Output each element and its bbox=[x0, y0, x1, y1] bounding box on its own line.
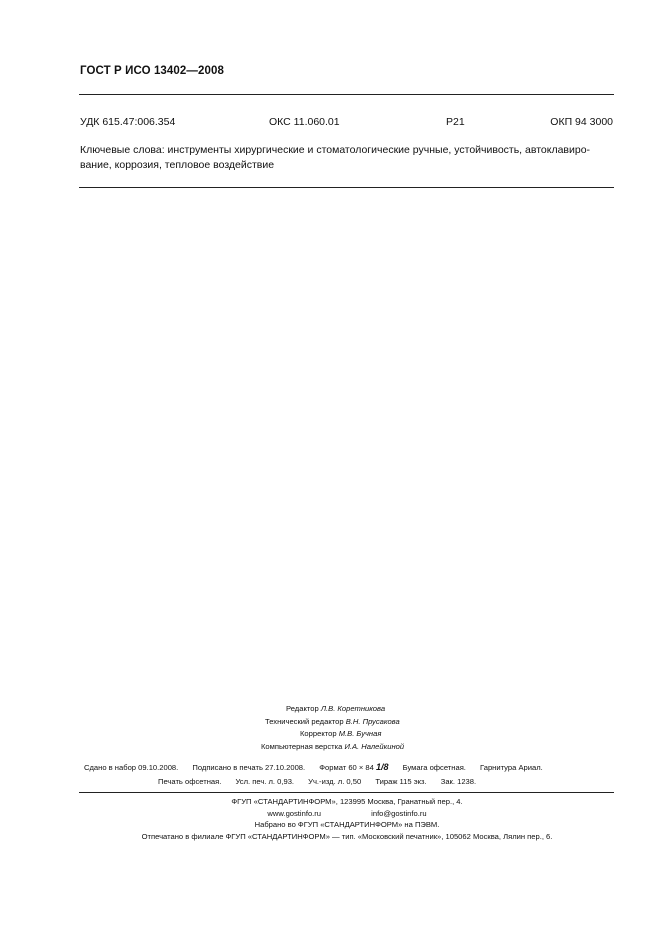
edit-sheets: Уч.-изд. л. 0,50 bbox=[308, 777, 362, 786]
signed-date: Подписано в печать 27.10.2008. bbox=[192, 763, 306, 772]
printing-type: Печать офсетная. bbox=[158, 777, 222, 786]
udk-code: УДК 615.47:006.354 bbox=[80, 116, 176, 128]
group-code: Р21 bbox=[446, 116, 465, 128]
order-number: Зак. 1238. bbox=[440, 777, 477, 786]
typeset-note: Набрано во ФГУП «СТАНДАРТИНФОРМ» на ПЭВМ. bbox=[254, 820, 440, 829]
publisher-contacts bbox=[80, 808, 614, 820]
paper-info: Бумага офсетная. bbox=[402, 763, 466, 772]
corrector-role: Корректор bbox=[300, 729, 337, 738]
top-divider bbox=[79, 94, 614, 95]
tech-editor-name: В.Н. Прусакова bbox=[345, 716, 400, 726]
keywords-block bbox=[80, 143, 614, 173]
print-run: Тираж 115 экз. bbox=[375, 777, 427, 786]
editor-row bbox=[200, 703, 500, 716]
keywords-line-1: Ключевые слова: инструменты хирургические и стоматологические ручные, устойчивость, автоклавиро- bbox=[80, 144, 591, 156]
layout-row bbox=[200, 741, 500, 754]
oks-code: ОКС 11.060.01 bbox=[269, 116, 340, 128]
layout-name: И.А. Налейкиной bbox=[344, 741, 405, 751]
okp-code: ОКП 94 3000 bbox=[550, 116, 613, 128]
format-fraction: 1/8 bbox=[376, 762, 389, 772]
print-info-row-2 bbox=[80, 775, 614, 789]
publisher-address: ФГУП «СТАНДАРТИНФОРМ», 123995 Москва, Гранатный пер., 4. bbox=[231, 797, 463, 806]
format-info bbox=[319, 763, 388, 772]
print-sheets: Усл. печ. л. 0,93. bbox=[235, 777, 295, 786]
tech-editor-role: Технический редактор bbox=[265, 716, 344, 726]
layout-role: Компьютерная верстка bbox=[261, 741, 343, 751]
corrector-row bbox=[200, 728, 500, 741]
tech-editor-row bbox=[200, 716, 500, 729]
editor-name: Л.В. Коретникова bbox=[320, 704, 386, 713]
font-info: Гарнитура Ариал. bbox=[480, 763, 543, 772]
standard-code: ГОСТ Р ИСО 13402—2008 bbox=[80, 65, 225, 77]
keywords-line-2: вание, коррозия, тепловое воздействие bbox=[80, 159, 275, 171]
print-info-block bbox=[80, 760, 614, 789]
keywords-divider bbox=[79, 187, 614, 188]
typeset-date: Сдано в набор 09.10.2008. bbox=[84, 763, 179, 772]
footer-divider bbox=[79, 792, 614, 793]
credits-block bbox=[200, 703, 500, 753]
printed-note: Отпечатано в филиале ФГУП «СТАНДАРТИНФОРМ» — тип. «Московский печатник», 105062 Москва, Лялин пер., 6. bbox=[141, 831, 553, 841]
editor-role: Редактор bbox=[286, 704, 319, 713]
print-info-row-1 bbox=[80, 760, 614, 775]
publisher-email: info@gostinfo.ru bbox=[371, 808, 427, 818]
corrector-name: М.В. Бучная bbox=[338, 729, 382, 738]
publisher-block bbox=[80, 796, 614, 842]
publisher-website: www.gostinfo.ru bbox=[267, 808, 322, 818]
format-text: Формат 60 × 84 bbox=[319, 763, 374, 772]
